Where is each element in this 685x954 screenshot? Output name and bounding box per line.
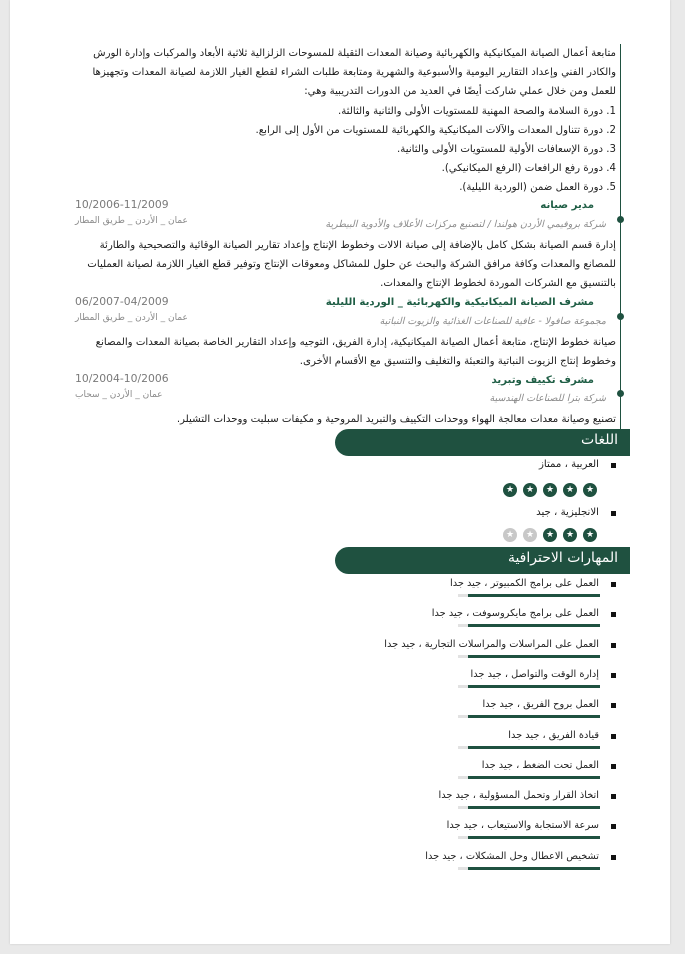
intro-line: والكادر الفني وإعداد التقارير اليومية والأسبوعية والشهرية ومتابعة طلبات الشراء لقطع الغيار اللازمة لصيانة المعدات وتجهيزها xyxy=(92,67,616,78)
skill-level-bar xyxy=(458,776,600,779)
skill-label: إدارة الوقت والتواصل ، جيد جدا xyxy=(470,668,599,680)
language-rating xyxy=(503,528,597,542)
skill-level-fill xyxy=(468,746,600,749)
resume-page xyxy=(10,0,670,944)
language-label: العربية ، ممتاز xyxy=(538,459,599,470)
skill-level-fill xyxy=(468,867,600,870)
job-description-line: تصنيع وصيانة معدات معالجة الهواء ووحدات التكييف والتبريد المروحية و مكيفات سبليت ووحدات التشيلر. xyxy=(176,414,616,425)
skill-level-fill xyxy=(468,655,600,658)
skill-level-bar xyxy=(458,594,600,597)
language-rating xyxy=(503,483,597,497)
square-bullet-icon xyxy=(611,794,616,799)
timeline-line xyxy=(620,44,621,429)
star-icon: ★ xyxy=(523,483,537,497)
job-description-line: للمصانع والمعدات وكافة مرافق الشركة والبحث عن حلول للمشاكل ومعوقات الإنتاج وتوفير قطع الغيار اللازمة لصيانة العمليات xyxy=(87,259,616,270)
job-location: عمان _ الأردن _ سحاب xyxy=(75,390,163,400)
star-icon: ★ xyxy=(543,483,557,497)
skills-section-header xyxy=(335,547,630,574)
skill-level-fill xyxy=(468,624,600,627)
course-item: 2. دورة تتناول المعدات والآلات الميكانيكية والكهربائية للمستويات من الأول إلى الرابع. xyxy=(255,125,616,136)
intro-line: للعمل ومن خلال عملي شاركت أيضًا في العديد من الدورات التدريبية وهي: xyxy=(304,86,616,97)
star-icon: ★ xyxy=(583,483,597,497)
job-company: شركة بترا للصناعات الهندسية xyxy=(489,393,606,404)
square-bullet-icon xyxy=(611,824,616,829)
skill-level-fill xyxy=(468,715,600,718)
star-icon: ★ xyxy=(523,528,537,542)
skill-label: العمل تحت الضغط ، جيد جدا xyxy=(481,759,599,771)
job-description-line: وخطوط إنتاج الزيوت النباتية والتعبئة والتغليف والتنسيق مع الأقسام الأخرى. xyxy=(299,356,616,367)
square-bullet-icon xyxy=(611,855,616,860)
job-description-line: بالتنسيق مع الشركات الموردة لخطوط الإنتاج والمعدات. xyxy=(380,278,616,289)
square-bullet-icon xyxy=(611,511,616,516)
job-location: عمان _ الأردن _ طريق المطار xyxy=(75,313,188,323)
language-label: الانجليزية ، جيد xyxy=(536,507,599,518)
timeline-dot-icon xyxy=(617,390,624,397)
skill-level-bar xyxy=(458,746,600,749)
square-bullet-icon xyxy=(611,764,616,769)
job-company: مجموعة صافولا - عافية للصناعات الغذائية والزيوت النباتية xyxy=(379,316,606,327)
job-date: 10/2006-11/2009 xyxy=(75,198,169,211)
star-icon: ★ xyxy=(503,528,517,542)
skill-level-fill xyxy=(468,776,600,779)
languages-section-header xyxy=(335,429,630,456)
square-bullet-icon xyxy=(611,612,616,617)
skill-level-bar xyxy=(458,867,600,870)
section-title: اللغات xyxy=(581,432,618,448)
course-item: 3. دورة الإسعافات الأولية للمستويات الأولى والثانية. xyxy=(397,144,616,155)
job-date: 06/2007-04/2009 xyxy=(75,295,169,308)
skill-level-fill xyxy=(468,836,600,839)
job-description-line: صيانة خطوط الإنتاج، متابعة أعمال الصيانة الميكانيكية، إدارة الفريق، التوجيه وإعداد التقارير الخاصة بصيانة المعدات والمصانع xyxy=(95,337,616,348)
job-date: 10/2004-10/2006 xyxy=(75,372,169,385)
skill-label: العمل على برامج الكمبيوتر ، جيد جدا xyxy=(449,578,599,589)
job-title: مشرف الصيانة الميكانيكية والكهربائية _ الوردية الليلية xyxy=(325,297,594,308)
skill-level-bar xyxy=(458,715,600,718)
skill-level-fill xyxy=(468,685,600,688)
square-bullet-icon xyxy=(611,703,616,708)
section-title: المهارات الاحترافية xyxy=(507,550,618,566)
course-item: 1. دورة السلامة والصحة المهنية للمستويات الأولى والثانية والثالثة. xyxy=(337,106,616,117)
job-location: عمان _ الأردن _ طريق المطار xyxy=(75,216,188,226)
course-item: 4. دورة رفع الرافعات (الرفع الميكانيكي). xyxy=(441,163,616,174)
skill-level-fill xyxy=(468,594,600,597)
skill-label: العمل على المراسلات والمراسلات التجارية ، جيد جدا xyxy=(384,638,599,650)
course-item: 5. دورة العمل ضمن (الوردية الليلية). xyxy=(459,182,616,193)
square-bullet-icon xyxy=(611,582,616,587)
skill-level-bar xyxy=(458,624,600,627)
skill-label: العمل على برامج مايكروسوفت ، جيد جدا xyxy=(431,608,599,620)
skill-label: تشخيص الاعطال وحل المشكلات ، جيد جدا xyxy=(425,850,599,862)
timeline-dot-icon xyxy=(617,313,624,320)
timeline-dot-icon xyxy=(617,216,624,223)
star-icon: ★ xyxy=(543,528,557,542)
square-bullet-icon xyxy=(611,734,616,739)
skill-level-bar xyxy=(458,836,600,839)
star-icon: ★ xyxy=(583,528,597,542)
job-description-line: إدارة قسم الصيانة بشكل كامل بالإضافة إلى صيانة الالات وخطوط الإنتاج وإعداد تقارير الصيانة الوقائية والتصحيحية والطارئة xyxy=(99,240,616,251)
job-title: مشرف تكييف وتبريد xyxy=(491,375,594,386)
square-bullet-icon xyxy=(611,643,616,648)
skill-label: العمل بروح الفريق ، جيد جدا xyxy=(482,699,599,711)
square-bullet-icon xyxy=(611,463,616,468)
square-bullet-icon xyxy=(611,673,616,678)
job-company: شركة بروفيمي الأردن هولندا / لتصنيع مركزات الأعلاف والأدوية البيطرية xyxy=(325,219,606,230)
skill-label: اتخاذ القرار وتحمل المسؤولية ، جيد جدا xyxy=(438,790,599,802)
star-icon: ★ xyxy=(503,483,517,497)
star-icon: ★ xyxy=(563,528,577,542)
skill-level-bar xyxy=(458,655,600,658)
skill-level-bar xyxy=(458,806,600,809)
skill-label: قيادة الفريق ، جيد جدا xyxy=(508,729,599,741)
intro-line: متابعة أعمال الصيانة الميكانيكية والكهربائية وصيانة المعدات الثقيلة للمسوحات الزلزالية ثلاثية الأبعاد والمركبات وإدارة الورش xyxy=(93,48,616,59)
star-icon: ★ xyxy=(563,483,577,497)
skill-level-fill xyxy=(468,806,600,809)
skill-level-bar xyxy=(458,685,600,688)
skill-label: سرعة الاستجابة والاستيعاب ، جيد جدا xyxy=(446,820,599,832)
job-title: مدير صيانه xyxy=(540,200,594,211)
